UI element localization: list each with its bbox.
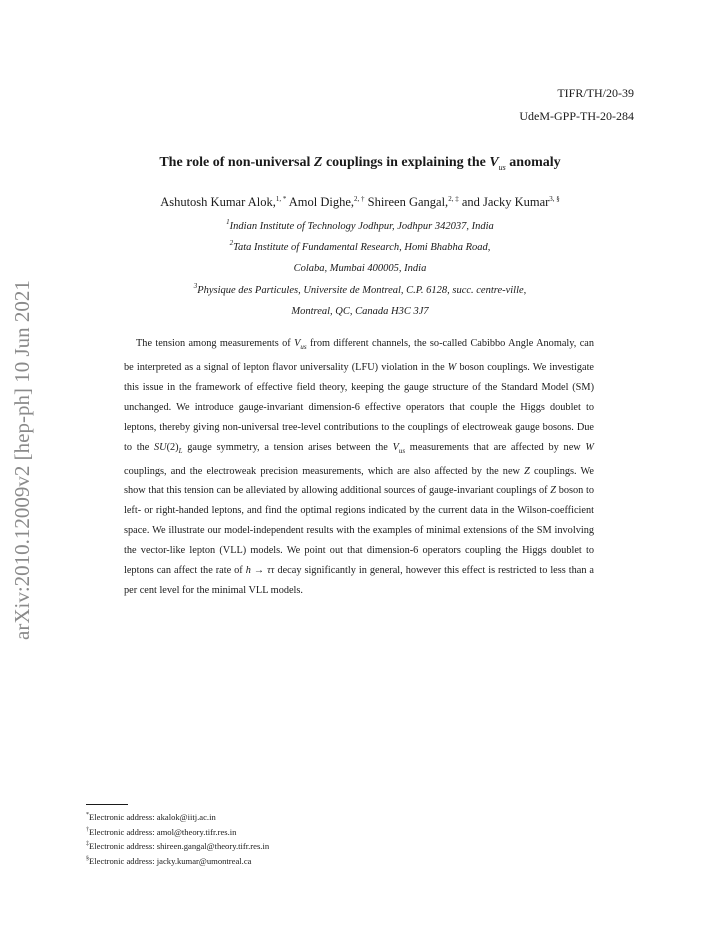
footnotes: [86, 810, 269, 869]
footnote-rule: [86, 804, 128, 805]
arxiv-identifier: [10, 220, 52, 640]
author-name: Shireen Gangal,: [367, 195, 449, 209]
author-list: Ashutosh Kumar Alok,$^{1, *}$ Amol Dighe,$^{2, \dagger}$ Shireen Gangal,$^{2, \ddagger}$ and Jacky Kumar$^{3, \S}$: [160, 195, 560, 209]
author-name: Ashutosh Kumar Alok,: [160, 195, 276, 209]
affiliation-3-cont: Montreal, QC, Canada H3C 3J7: [291, 306, 429, 317]
affiliation-2-cont: Colaba, Mumbai 400005, India: [293, 263, 427, 274]
report-number-1: TIFR/TH/20-39: [557, 86, 634, 100]
footnote: ‡Electronic address: shireen.gangal@theory.tifr.res.in: [86, 841, 270, 852]
affiliation-1: $^1$Indian Institute of Technology Jodhpur, Jodhpur 342037, India: [226, 218, 494, 232]
report-number-2: UdeM-GPP-TH-20-284: [519, 109, 634, 123]
paper-title: The role of non-universal Z couplings in explaining the $V_{us}$ anomaly: [159, 155, 561, 172]
abstract: The tension among measurements of $V_{us}$ from different channels, the so-called Cabibbo Angle Anomaly, can be interpreted as a signal of lepton flavor universality (LFU) violation in the W boson couplings. We investigate this issue in the framework of effective field theory, keeping the gauge structure of the Standard Model (SM) unchanged. We introduce gauge-invariant dimension-6 effective operators that couple the Higgs doublet to leptons, thereby giving non-universal tree-level contributions to the couplings of electroweak gauge bosons. Due to the $SU(2)_L$ gauge symmetry, a tension arises between the $V_{us}$ measurements that are affected by new W couplings, and the electroweak precision measurements, which are also affected by the new Z couplings. We show that this tension can be alleviated by allowing additional sources of gauge-invariant couplings of Z boson to left- or right-handed leptons, and find the optimal regions indicated by the current data in the Wilson-coefficient space. We illustrate our model-independent results with the examples of minimal extensions of the SM involving the vector-like lepton (VLL) models. We point out that dimension-6 operators coupling the Higgs doublet to leptons can affect the rate of h → ττ decay significantly in general, however this effect is restricted to less than a per cent level for the minimal VLL models.: [124, 338, 595, 596]
affiliation-2: $^2$Tata Institute of Fundamental Research, Homi Bhabha Road,: [229, 239, 491, 253]
footnote: §Electronic address: jacky.kumar@umontreal.ca: [86, 856, 252, 867]
footnote: †Electronic address: amol@theory.tifr.res.in: [86, 826, 237, 837]
arxiv-id-text: arXiv:2010.12009v2 [hep-ph] 10 Jun 2021: [10, 280, 34, 640]
author-name: Amol Dighe,: [288, 195, 355, 209]
author-name: Jacky Kumar: [483, 195, 550, 209]
footnote: *Electronic address: akalok@iitj.ac.in: [86, 812, 216, 822]
affiliation-3: $^3$Physique des Particules, Universite de Montreal, C.P. 6128, succ. centre-ville,: [193, 282, 527, 296]
